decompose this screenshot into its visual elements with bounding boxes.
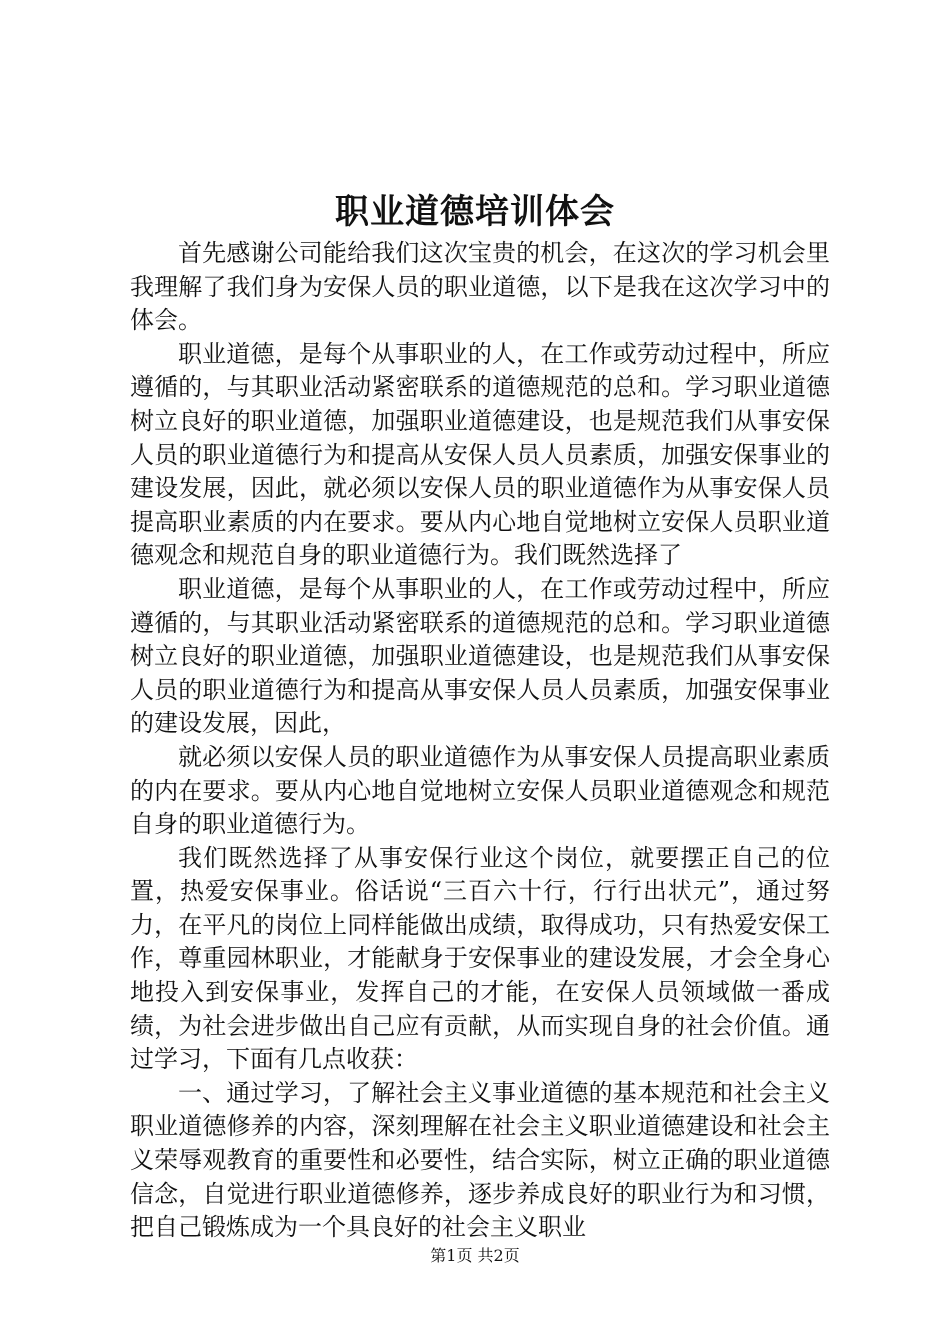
document-body [130, 237, 830, 1245]
paragraph-2: 职业道德，是每个从事职业的人，在工作或劳动过程中，所应遵循的，与其职业活动紧密联系的道德规范的总和。学习职业道德树立良好的职业道德，加强职业道德建设，也是规范我们从事安保人员的职业道德行为和提高从安保人员人员素质，加强安保事业的建设发展，因此，就必须以安保人员的职业道德作为从事安保人员提高职业素质的内在要求。要从内心地自觉地树立安保人员职业道德观念和规范自身的职业道德行为。我们既然选择了 [130, 339, 830, 570]
paragraph-5: 我们既然选择了从事安保行业这个岗位，就要摆正自己的位置，热爱安保事业。俗话说“三百六十行，行行出状元”，通过努力，在平凡的岗位上同样能做出成绩，取得成功，只有热爱安保工作，尊重园林职业，才能献身于安保事业的建设发展，才会全身心地投入到安保事业，发挥自己的才能，在安保人员领域做一番成绩，为社会进步做出自己应有贡献，从而实现自身的社会价值。通过学习，下面有几点收获： [130, 843, 830, 1074]
paragraph-4: 就必须以安保人员的职业道德作为从事安保人员提高职业素质的内在要求。要从内心地自觉地树立安保人员职业道德观念和规范自身的职业道德行为。 [130, 742, 830, 839]
page-number-footer: 第1页 共2页 [430, 1246, 520, 1265]
paragraph-6: 一、通过学习，了解社会主义事业道德的基本规范和社会主义职业道德修养的内容，深刻理解在社会主义职业道德建设和社会主义荣辱观教育的重要性和必要性，结合实际，树立正确的职业道德信念，自觉进行职业道德修养，逐步养成良好的职业行为和习惯，把自己锻炼成为一个具良好的社会主义职业 [130, 1078, 830, 1242]
paragraph-1: 首先感谢公司能给我们这次宝贵的机会，在这次的学习机会里我理解了我们身为安保人员的职业道德，以下是我在这次学习中的体会。 [130, 239, 830, 335]
document-title: 职业道德培训体会 [335, 192, 615, 232]
paragraph-3: 职业道德，是每个从事职业的人，在工作或劳动过程中，所应遵循的，与其职业活动紧密联系的道德规范的总和。学习职业道德树立良好的职业道德，加强职业道德建设，也是规范我们从事安保人员的职业道德行为和提高从事安保人员人员素质，加强安保事业的建设发展，因此， [130, 574, 830, 738]
